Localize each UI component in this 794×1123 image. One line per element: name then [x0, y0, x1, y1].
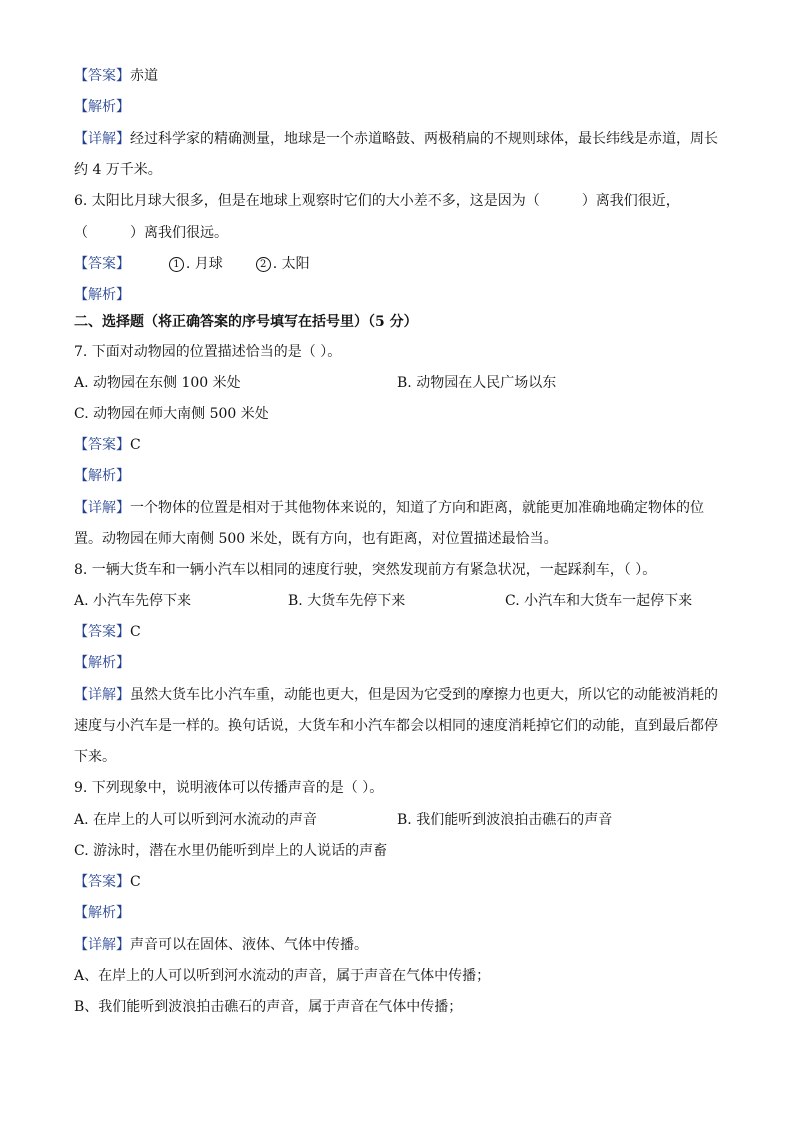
q9-detail-text-1: 声音可以在固体、液体、气体中传播。	[130, 937, 368, 953]
answer-tag: 【答案】	[74, 256, 130, 272]
q8-answer: C	[130, 624, 141, 640]
q5-detail-line-2: 约 4 万千米。	[74, 162, 162, 178]
q8-option-c: C. 小汽车和大货车一起停下来	[505, 593, 693, 609]
q9-stem: 9. 下列现象中，说明液体可以传播声音的是（ ）。	[74, 780, 384, 796]
q9-option-c: C. 游泳时，潜在水里仍能听到岸上的人说话的声畜	[74, 843, 388, 859]
q9-detail-line-3: B、我们能听到波浪拍击礁石的声音，属于声音在气体中传播；	[74, 999, 463, 1015]
answer-tag: 【答案】	[74, 437, 130, 453]
q8-detail-line-3: 下来。	[74, 749, 116, 765]
section-2-title: 二、选择题（将正确答案的序号填写在括号里）（5 分）	[74, 314, 418, 330]
circled-number-2: 2	[256, 257, 271, 272]
detail-tag: 【详解】	[74, 937, 130, 953]
q9-detail-line-2: A、在岸上的人可以听到河水流动的声音，属于声音在气体中传播；	[74, 968, 491, 984]
q9-analysis-line	[74, 903, 130, 923]
answer-tag: 【答案】	[74, 624, 130, 640]
q9-answer: C	[130, 874, 141, 890]
analysis-tag: 【解析】	[74, 655, 130, 671]
q6-stem-2b: ）离我们很远。	[130, 225, 228, 241]
q5-analysis-line	[74, 97, 130, 117]
q9-option-b: B. 我们能听到波浪拍击礁石的声音	[397, 812, 613, 828]
q8-option-a: A. 小汽车先停下来	[74, 593, 192, 609]
analysis-tag: 【解析】	[74, 99, 130, 115]
detail-tag: 【详解】	[74, 131, 130, 147]
q6-answer-line	[74, 254, 310, 274]
q6-stem-1b: ）离我们很近，	[581, 193, 680, 209]
q7-stem: 7. 下面对动物园的位置描述恰当的是（ ）。	[74, 344, 342, 360]
answer-tag: 【答案】	[74, 874, 130, 890]
q8-answer-line	[74, 622, 141, 642]
q7-option-c: C. 动物园在师大南侧 500 米处	[74, 406, 269, 422]
q5-detail-line-1	[74, 129, 718, 149]
q5-answer: 赤道	[130, 68, 158, 84]
q8-stem: 8. 一辆大货车和一辆小汽车以相同的速度行驶，突然发现前方有紧急状况，一起踩刹车，（ ）。	[74, 562, 657, 578]
detail-tag: 【详解】	[74, 687, 130, 703]
q5-detail-text-1: 经过科学家的精确测量，地球是一个赤道略鼓、两极稍扁的不规则球体，最长纬线是赤道，周长	[130, 131, 718, 147]
analysis-tag: 【解析】	[74, 905, 130, 921]
q8-detail-text-1: 虽然大货车比小汽车重，动能也更大，但是因为它受到的摩擦力也更大，所以它的动能被消耗的	[130, 687, 718, 703]
q7-option-a: A. 动物园在东侧 100 米处	[74, 375, 241, 391]
q7-detail-line-2: 置。动物园在师大南侧 500 米处，既有方向，也有距离，对位置描述最恰当。	[74, 531, 558, 547]
q6-analysis-line	[74, 285, 130, 305]
q7-detail-line-1	[74, 498, 704, 518]
q5-answer-line	[74, 66, 158, 86]
circled-number-1: 1	[169, 257, 184, 272]
q8-detail-line-2: 速度与小汽车是一样的。换句话说，大货车和小汽车都会以相同的速度消耗掉它们的动能，直到最后都停	[74, 718, 718, 734]
q9-detail-line-1	[74, 935, 368, 955]
q6-stem-line-1	[74, 191, 680, 211]
q6-stem-1a: 6. 太阳比月球大很多，但是在地球上观察时它们的大小差不多，这是因为（	[74, 193, 540, 209]
q9-answer-line	[74, 872, 141, 892]
detail-tag: 【详解】	[74, 500, 130, 516]
q7-analysis-line	[74, 466, 130, 486]
q6-stem-line-2	[74, 223, 228, 243]
q8-detail-line-1	[74, 685, 718, 705]
q7-answer-line	[74, 435, 141, 455]
q7-answer: C	[130, 437, 141, 453]
q6-answer-1: . 月球	[185, 256, 223, 272]
analysis-tag: 【解析】	[74, 287, 130, 303]
answer-tag: 【答案】	[74, 68, 130, 84]
q7-detail-text-1: 一个物体的位置是相对于其他物体来说的，知道了方向和距离，就能更加准确地确定物体的位	[130, 500, 704, 516]
q6-answer-2: . 太阳	[272, 256, 310, 272]
q9-option-a: A. 在岸上的人可以听到河水流动的声音	[74, 812, 318, 828]
q6-stem-2a: （	[74, 225, 88, 241]
analysis-tag: 【解析】	[74, 468, 130, 484]
q7-option-b: B. 动物园在人民广场以东	[397, 375, 557, 391]
q8-analysis-line	[74, 653, 130, 673]
q8-option-b: B. 大货车先停下来	[288, 593, 406, 609]
